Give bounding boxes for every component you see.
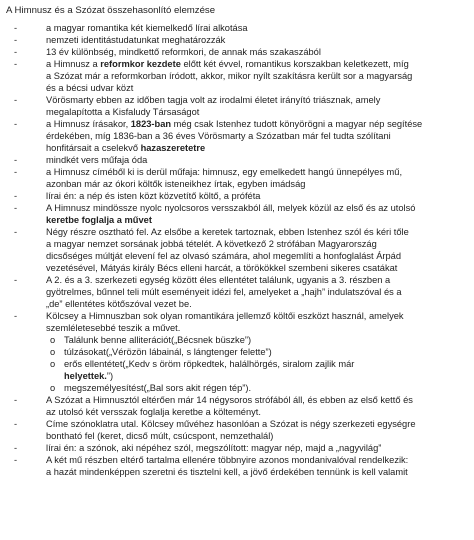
text-run: azonban már az ókori költők isteneikhez írtak, egyben imádság bbox=[46, 179, 306, 189]
sub-list-item bbox=[46, 334, 470, 346]
text-run: a Szózat már a reformkorban íródott, akkor, mikor nyílt szakításra került sor a magyarság bbox=[46, 71, 413, 81]
list-item bbox=[6, 154, 470, 166]
bold-text: reformkor kezdete bbox=[100, 59, 181, 69]
text-run: még csak Istenhez tudott könyörögni a magyar nép segítése bbox=[171, 119, 423, 129]
bold-text: 1823-ban bbox=[130, 119, 172, 129]
text-run: Vörösmarty ebben az időben tagja volt az irodalmi életet irányító triásznak, amely bbox=[46, 95, 381, 105]
text-line bbox=[46, 262, 470, 274]
text-run: a hazát mindenképpen szeretni és tisztelni kell, a jövő érdekében tennünk is kell valamit bbox=[46, 467, 408, 477]
text-run: a Himnusz címéből ki is derül műfaja: himnusz, egy emelkedett hangú ünnepélyes mű, bbox=[46, 167, 403, 177]
sub-list-item bbox=[46, 358, 470, 382]
bold-text: hazaszeretetre bbox=[140, 143, 206, 153]
text-run: A 2. és a 3. szerkezeti egység között éles ellentétet találunk, ugyanis a 3. részben a bbox=[46, 275, 391, 285]
text-line bbox=[46, 202, 470, 214]
text-line bbox=[46, 34, 470, 46]
text-line bbox=[64, 382, 470, 394]
list-item bbox=[6, 22, 470, 34]
dash-bullet-icon: - bbox=[14, 23, 18, 33]
text-run: túlzásokat(„Vérözön lábainál, s lángtenger felette”) bbox=[64, 347, 272, 357]
text-line bbox=[46, 190, 470, 202]
text-line bbox=[46, 82, 470, 94]
text-run: dicsőséges múltját elevení fel az olvasó számára, ahol megemlíti a honfoglalást Árpád bbox=[46, 251, 402, 261]
text-run: bontható fel (keret, dicső múlt, csúcspont, nemzethalál) bbox=[46, 431, 274, 441]
dash-bullet-icon: - bbox=[14, 59, 18, 69]
dash-bullet-icon: - bbox=[14, 443, 18, 453]
text-run: lírai én: a szónok, aki népéhez szól, megszólított: magyar nép, majd a „nagyvilág” bbox=[46, 443, 382, 453]
text-run: „de” ellentétes kötőszóval vezet be. bbox=[46, 299, 192, 309]
dash-bullet-icon: - bbox=[14, 311, 18, 321]
circle-bullet-icon: o bbox=[50, 359, 56, 369]
list-item bbox=[6, 118, 470, 154]
list-item bbox=[6, 34, 470, 46]
text-run: az utolsó két versszak foglalja keretbe a költeményt. bbox=[46, 407, 261, 417]
list-item bbox=[6, 166, 470, 190]
bold-text: keretbe foglalja a művet bbox=[46, 215, 152, 225]
dash-bullet-icon: - bbox=[14, 47, 18, 57]
list-item bbox=[6, 394, 470, 418]
text-line bbox=[64, 334, 470, 346]
text-line bbox=[46, 58, 470, 70]
text-run: lírai én: a nép és isten közt közvetítő költő, a próféta bbox=[46, 191, 261, 201]
text-run: nemzeti identitástudatunkat meghatározzák bbox=[46, 35, 226, 45]
text-line bbox=[46, 322, 470, 334]
text-run: Címe szónoklatra utal. Kölcsey művéhez hasonlóan a Szózat is négy szerkezeti egységre bbox=[46, 419, 416, 429]
text-run: Találunk benne alliterációt(„Bécsnek büszke”) bbox=[64, 335, 252, 345]
list-item bbox=[6, 442, 470, 454]
document-title: A Himnusz és a Szózat összehasonlító elemzése bbox=[6, 5, 216, 16]
text-line bbox=[46, 274, 470, 286]
text-line bbox=[64, 346, 470, 358]
sub-list-item bbox=[46, 346, 470, 358]
text-run: megalapította a Kisfaludy Társaságot bbox=[46, 107, 200, 117]
list-item bbox=[6, 418, 470, 442]
text-run: A Himnusz mindössze nyolc nyolcsoros versszakból áll, melyek közül az első és az utolsó bbox=[46, 203, 416, 213]
text-run: előtt két évvel, romantikus korszakban keletkezett, míg bbox=[180, 59, 409, 69]
sub-list bbox=[46, 334, 470, 394]
sub-list-item bbox=[46, 382, 470, 394]
text-run: ”) bbox=[106, 371, 114, 381]
dash-bullet-icon: - bbox=[14, 155, 18, 165]
text-run: a magyar romantika két kiemelkedő lírai alkotása bbox=[46, 23, 248, 33]
text-run: szemléletesebbé teszik a művet. bbox=[46, 323, 181, 333]
text-run: a Himnusz a bbox=[46, 59, 101, 69]
text-run: gyötrelmes, bűnnel teli múlt eseményeit idézi fel, amelyeket a „hajh” indulatszóval és a bbox=[46, 287, 402, 297]
text-line bbox=[46, 238, 470, 250]
text-line bbox=[46, 250, 470, 262]
dash-bullet-icon: - bbox=[14, 395, 18, 405]
text-line bbox=[46, 226, 470, 238]
text-run: A két mű részben eltérő tartalma ellenére többnyire azonos mondanivalóval rendelkezik: bbox=[46, 455, 409, 465]
text-run: megszemélyesítést(„Bal sors akit régen tép”). bbox=[64, 383, 252, 393]
text-line bbox=[46, 394, 470, 406]
list-item bbox=[6, 94, 470, 118]
bold-text: helyettek. bbox=[64, 371, 107, 381]
bullet-list bbox=[6, 22, 470, 478]
text-run: erős ellentétet(„Kedv s öröm röpkedtek, halálhörgés, siralom zajlik már bbox=[64, 359, 355, 369]
dash-bullet-icon: - bbox=[14, 191, 18, 201]
text-run: Kölcsey a Himnuszban sok olyan romantikára jellemző költői eszközt használ, amelyek bbox=[46, 311, 404, 321]
circle-bullet-icon: o bbox=[50, 335, 56, 345]
text-run: és a bécsi udvar közt bbox=[46, 83, 134, 93]
text-line bbox=[46, 214, 470, 226]
text-line bbox=[46, 442, 470, 454]
text-run: vezetésével, Mátyás király Bécs elleni harcát, a törökökkel szembeni sikeres csatákat bbox=[46, 263, 398, 273]
list-item bbox=[6, 310, 470, 394]
text-run: Négy részre osztható fel. Az elsőbe a keretek tartoznak, ebben Istenhez szól és kéri tőle bbox=[46, 227, 409, 237]
circle-bullet-icon: o bbox=[50, 347, 56, 357]
dash-bullet-icon: - bbox=[14, 227, 18, 237]
text-line bbox=[46, 166, 470, 178]
text-line bbox=[46, 142, 470, 154]
text-line bbox=[46, 106, 470, 118]
dash-bullet-icon: - bbox=[14, 455, 18, 465]
list-item bbox=[6, 46, 470, 58]
dash-bullet-icon: - bbox=[14, 95, 18, 105]
text-line bbox=[46, 298, 470, 310]
dash-bullet-icon: - bbox=[14, 35, 18, 45]
text-run: honfitársait a cselekvő bbox=[46, 143, 141, 153]
text-line bbox=[46, 94, 470, 106]
dash-bullet-icon: - bbox=[14, 167, 18, 177]
text-line bbox=[46, 70, 470, 82]
text-line bbox=[46, 466, 470, 478]
text-run: A Szózat a Himnusztól eltérően már 14 négysoros strófából áll, és ebben az első kettő és bbox=[46, 395, 413, 405]
list-item bbox=[6, 202, 470, 226]
text-line bbox=[46, 22, 470, 34]
text-line bbox=[64, 358, 470, 370]
text-run: a magyar nemzet sorsának jobbá tételét. A következő 2 strófában Magyarország bbox=[46, 239, 377, 249]
text-run: 13 év különbség, mindkettő reformkori, de annak más szakaszából bbox=[46, 47, 321, 57]
text-line bbox=[46, 118, 470, 130]
text-run: a Himnusz írásakor, bbox=[46, 119, 131, 129]
dash-bullet-icon: - bbox=[14, 419, 18, 429]
text-line bbox=[46, 406, 470, 418]
text-line bbox=[46, 154, 470, 166]
text-line bbox=[46, 178, 470, 190]
list-item bbox=[6, 274, 470, 310]
dash-bullet-icon: - bbox=[14, 203, 18, 213]
circle-bullet-icon: o bbox=[50, 383, 56, 393]
dash-bullet-icon: - bbox=[14, 275, 18, 285]
text-line bbox=[46, 130, 470, 142]
list-item bbox=[6, 226, 470, 274]
text-line bbox=[46, 286, 470, 298]
list-item bbox=[6, 454, 470, 478]
text-line bbox=[64, 370, 470, 382]
text-line bbox=[46, 418, 470, 430]
text-line bbox=[46, 454, 470, 466]
text-line bbox=[46, 310, 470, 322]
text-run: mindkét vers műfaja óda bbox=[46, 155, 148, 165]
list-item bbox=[6, 190, 470, 202]
text-line bbox=[46, 430, 470, 442]
list-item bbox=[6, 58, 470, 94]
text-run: érdekében, míg 1836-ban a 36 éves Vörösmarty a Szózatban már fel tudta szólítani bbox=[46, 131, 391, 141]
dash-bullet-icon: - bbox=[14, 119, 18, 129]
text-line bbox=[46, 46, 470, 58]
